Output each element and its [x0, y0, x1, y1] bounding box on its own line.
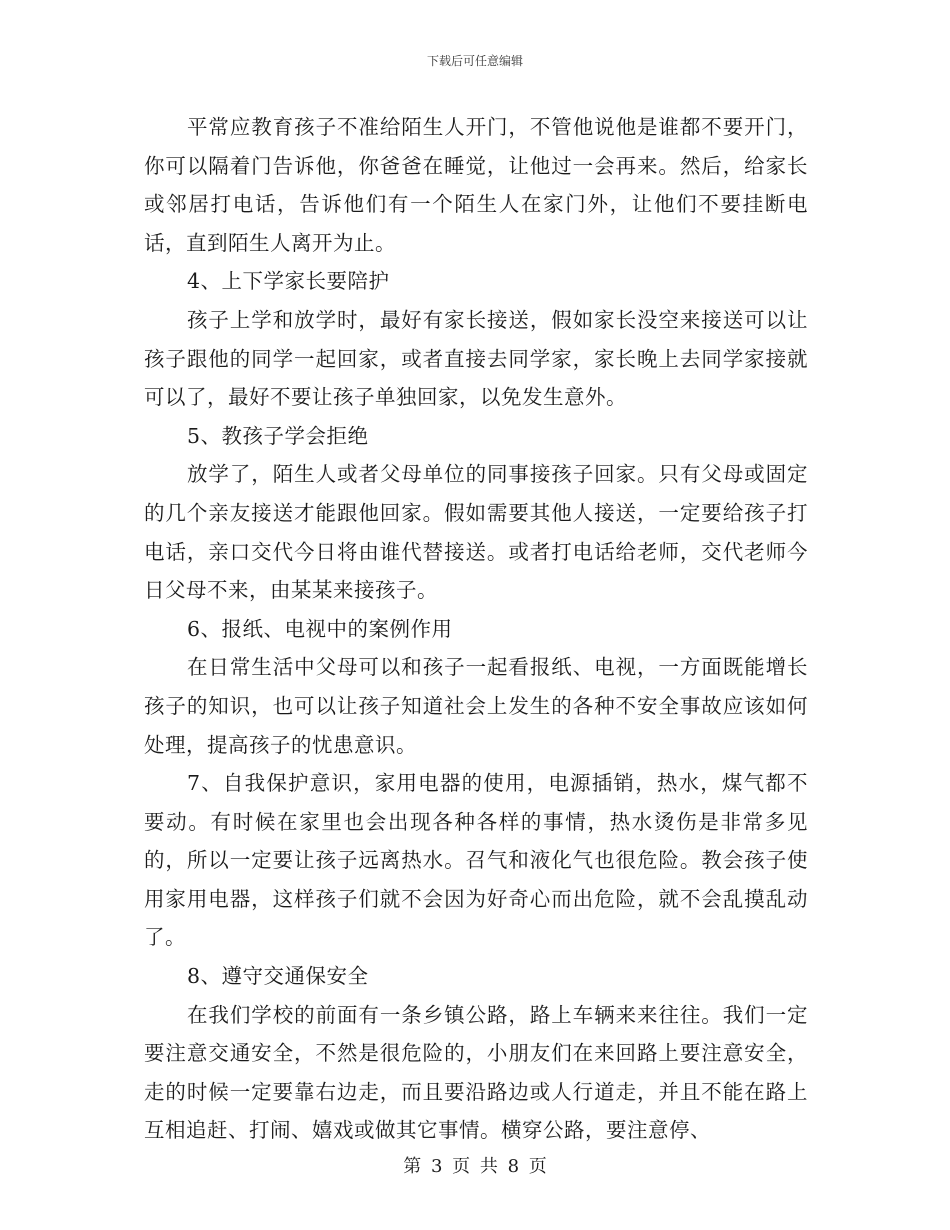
paragraph-self-protection: 7、自我保护意识，家用电器的使用，电源插销，热水，煤气都不要动。有时候在家里也会出现各种各样的事情，热水烫伤是非常多见的，所以一定要让孩子远离热水。召气和液化气也很危险。教会孩子使用家用电器，这样孩子们就不会因为好奇心而出危险，就不会乱摸乱动了。 [144, 771, 808, 950]
paragraph-traffic: 在我们学校的前面有一条乡镇公路，路上车辆来来往往。我们一定要注意交通安全，不然是很危险的，小朋友们在来回路上要注意安全，走的时候一定要靠右边走，而且要沿路边或人行道走，并且不能在路上互相追赶、打闹、嬉戏或做其它事情。横穿公路，要注意停、 [144, 1002, 808, 1143]
page-footer: 第 3 页 共 8 页 [403, 1156, 547, 1177]
section-heading-4: 4、上下学家长要陪护 [187, 269, 390, 294]
paragraph-stranger-door: 平常应教育孩子不准给陌生人开门，不管他说他是谁都不要开门，你可以隔着门告诉他，你爸爸在睡觉，让他过一会再来。然后，给家长或邻居打电话，告诉他们有一个陌生人在家门外，让他们不要挂断电话，直到陌生人离开为止。 [144, 115, 808, 255]
paragraph-news-cases: 在日常生活中父母可以和孩子一起看报纸、电视，一方面既能增长孩子的知识，也可以让孩子知道社会上发生的各种不安全事故应该如何处理，提高孩子的忧患意识。 [144, 655, 808, 757]
document-body [144, 108, 808, 1150]
page-header: 下载后可任意编辑 [426, 54, 523, 68]
section-heading-8: 8、遵守交通保安全 [187, 964, 369, 989]
section-heading-6: 6、报纸、电视中的案例作用 [187, 616, 453, 641]
paragraph-pickup: 孩子上学和放学时，最好有家长接送，假如家长没空来接送可以让孩子跟他的同学一起回家，或者直接去同学家，家长晚上去同学家接就可以了，最好不要让孩子单独回家，以免发生意外。 [144, 307, 808, 410]
paragraph-refuse: 放学了，陌生人或者父母单位的同事接孩子回家。只有父母或固定的几个亲友接送才能跟他回家。假如需要其他人接送，一定要给孩子打电话，亲口交代今日将由谁代替接送。或者打电话给老师，交代老师今日父母不来，由某某来接孩子。 [144, 462, 808, 603]
section-heading-5: 5、教孩子学会拒绝 [187, 423, 369, 448]
